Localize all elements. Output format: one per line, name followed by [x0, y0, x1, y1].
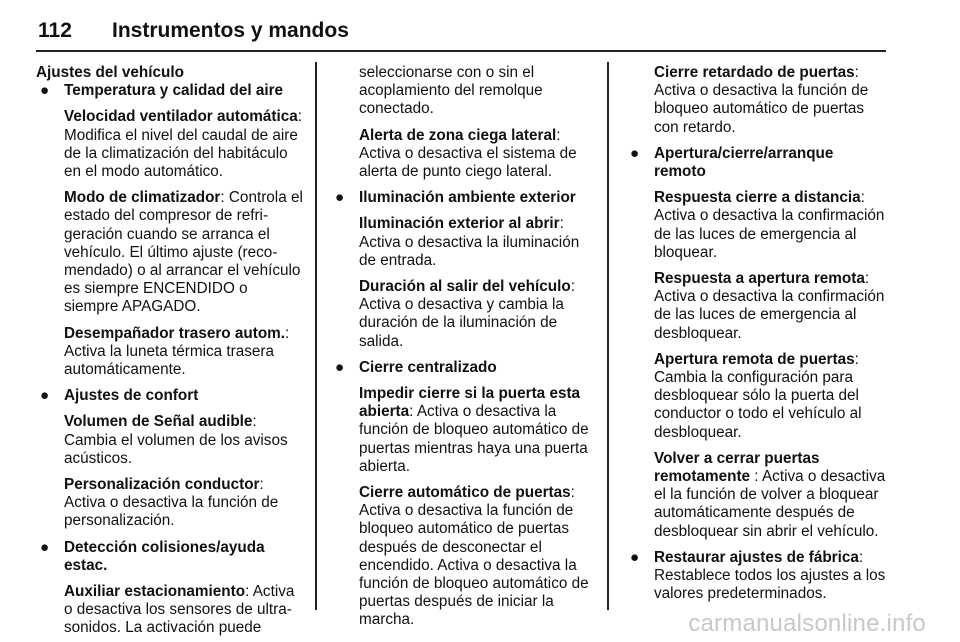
setting-entry	[359, 278, 595, 351]
bullet-dot: ●	[40, 387, 50, 405]
setting-desc: : Activa o desactiva los sensores de ultrasonidos. La activación puede	[64, 583, 295, 637]
setting-term: Duración al salir del vehículo	[359, 278, 571, 296]
bullet-heading: Restaurar ajustes de fábrica	[654, 548, 859, 566]
bullet-dot: ●	[335, 189, 345, 207]
setting-term: Alerta de zona ciega lateral	[359, 126, 557, 144]
bullet-dot: ●	[335, 358, 345, 376]
setting-desc: : Activa o desactiva la iluminación de entrada.	[359, 215, 580, 269]
page-header	[38, 18, 349, 44]
header-rule	[36, 50, 886, 52]
list-item	[626, 549, 888, 604]
bullet-heading: Detección colisiones/ayuda estac.	[64, 538, 265, 574]
setting-entry	[654, 64, 888, 137]
setting-desc: : Activa o desactiva y cambia la duración de la iluminación de salida.	[359, 278, 575, 350]
setting-term: Volver a cerrar puertas remotamente	[654, 449, 820, 486]
setting-term: Personalización conductor	[64, 476, 260, 494]
setting-term: Cierre automático de puertas	[359, 484, 571, 502]
heading-suffix: :	[858, 548, 864, 566]
list-item	[331, 359, 595, 630]
section-title: Ajustes del vehículo	[36, 64, 184, 81]
continued-block	[331, 64, 595, 181]
page-title: Instrumentos y mandos	[112, 19, 349, 42]
column-3	[626, 64, 888, 603]
list-item	[626, 145, 888, 541]
setting-entry	[64, 325, 304, 380]
setting-entry	[64, 413, 304, 468]
watermark: carmanualsonline.info	[688, 610, 926, 637]
setting-term: Volumen de Señal audible	[64, 413, 253, 431]
setting-term: Auxiliar estacionamiento	[64, 583, 246, 601]
setting-desc: : Activa o desactiva el sistema de alerta de punto ciego lateral.	[359, 126, 577, 181]
setting-entry	[359, 484, 595, 630]
setting-entry	[654, 189, 888, 262]
setting-desc: Restablece todos los ajustes a los valores predeterminados.	[654, 567, 886, 603]
setting-desc: : Activa o desactiva la función de bloqueo automático de puertas con retardo.	[654, 64, 869, 136]
setting-term: Desempañador trasero autom.	[64, 324, 286, 342]
bullet-heading: Ajustes de confort	[64, 387, 199, 405]
bullet-heading: Temperatura y calidad del aire	[64, 82, 284, 100]
setting-desc: : Cambia la configuración para desbloquear sólo la puerta del conductor o todo el vehículo al desbloquear.	[654, 350, 862, 441]
setting-entry	[64, 189, 304, 316]
bullet-heading: Iluminación ambiente exterior	[359, 189, 576, 207]
setting-term: Respuesta cierre a distancia	[654, 189, 861, 207]
setting-desc: : Activa o desactiva la función de bloqueo automático de puertas después de desconectar el encendido. Activa o desactiva la función de bloqueo automático de puertas después de iniciar la marcha.	[359, 484, 589, 629]
list-item	[36, 539, 304, 638]
setting-desc: : Activa o desactiva la función de personalización.	[64, 476, 279, 530]
setting-desc: : Activa o desactiva el la función de volver a bloquear automáticamente después de desbloquear sin abrir el vehículo.	[654, 468, 886, 540]
setting-term: Apertura remota de puertas	[654, 350, 855, 368]
list-item	[36, 82, 304, 379]
setting-entry	[64, 476, 304, 531]
bullet-heading: Apertura/cierre/arranque remoto	[654, 144, 834, 181]
bullet-dot: ●	[630, 144, 640, 162]
setting-term: Impedir cierre si la puerta esta abierta	[359, 385, 581, 421]
setting-desc: : Activa o desactiva la confirmación de las luces de emergencia al desbloquear.	[654, 270, 885, 342]
setting-term: Iluminación exterior al abrir	[359, 215, 560, 233]
bullet-dot: ●	[40, 538, 50, 556]
setting-term: Velocidad ventilador automática	[64, 108, 298, 126]
column-2	[331, 64, 595, 630]
setting-entry	[359, 127, 595, 182]
bullet-dot: ●	[630, 548, 640, 566]
continued-block	[626, 64, 888, 137]
setting-desc: : Activa o desactiva la confirmación de las luces de emergencia al bloquear.	[654, 189, 885, 261]
continued-text: seleccionarse con o sin el acoplamiento del remolque conectado.	[359, 64, 543, 118]
column-divider-2	[607, 62, 609, 610]
setting-term: Respuesta a apertura remota	[654, 270, 865, 288]
column-divider-1	[315, 62, 317, 610]
setting-entry	[654, 450, 888, 541]
setting-term: Cierre retardado de puertas	[654, 64, 855, 81]
page-number: 112	[38, 19, 72, 42]
setting-desc: : Activa o desactiva la función de bloqueo automático de puertas mientras haya una puerta abierta.	[359, 403, 589, 475]
setting-entry	[654, 351, 888, 442]
bullet-dot: ●	[40, 82, 50, 100]
setting-desc: : Controla el estado del compresor de refrigeración cuando se arranca el vehículo. El último ajuste (recomendado) o al arrancar el vehículo es siempre ENCENDIDO o siempre APAGADO.	[64, 189, 303, 316]
bullet-heading: Cierre centralizado	[359, 358, 497, 376]
setting-entry	[359, 385, 595, 476]
setting-entry	[64, 583, 304, 638]
list-item	[331, 189, 595, 351]
setting-desc: : Cambia el volumen de los avisos acústicos.	[64, 413, 288, 467]
setting-entry	[64, 108, 304, 181]
list-item	[36, 387, 304, 530]
setting-entry	[359, 215, 595, 270]
column-1	[36, 64, 304, 638]
setting-term: Modo de climatizador	[64, 189, 221, 207]
setting-entry	[654, 549, 888, 604]
setting-desc: : Modifica el nivel del caudal de aire de la climatización del habitáculo en el modo automático.	[64, 108, 303, 181]
setting-entry	[654, 270, 888, 343]
setting-desc: : Activa la luneta térmica trasera automáticamente.	[64, 324, 290, 379]
